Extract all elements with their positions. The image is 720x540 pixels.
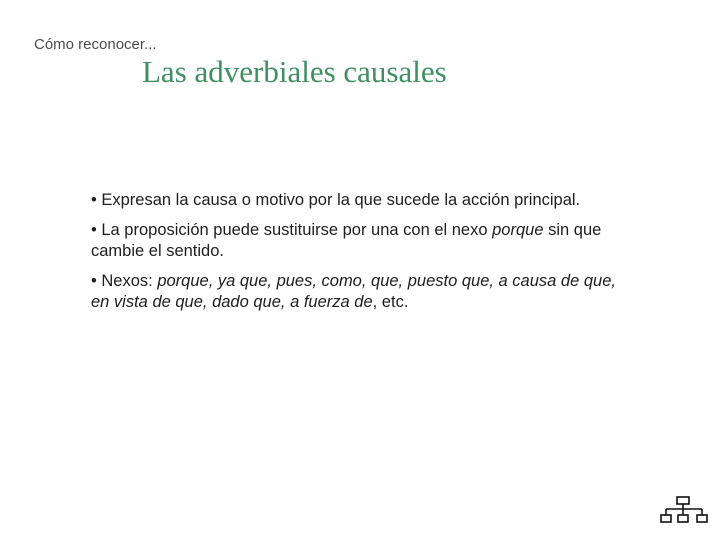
bullet-item xyxy=(91,190,616,211)
bullet-text: • Nexos: xyxy=(91,272,158,290)
bullet-text: • La proposición puede sustituirse por una con el nexo xyxy=(91,221,493,239)
bullet-list xyxy=(91,190,616,322)
bullet-text: • Expresan la causa o motivo por la que sucede la acción principal. xyxy=(91,191,581,209)
slide-kicker: Cómo reconocer... xyxy=(34,36,157,53)
slide-title: Las adverbiales causales xyxy=(142,54,447,89)
bullet-item xyxy=(91,220,616,262)
sitemap-icon[interactable] xyxy=(660,496,710,524)
bullet-text-italic: porque, ya que, pues, como, que, puesto que, a causa de que, en vista de que, dado que, a fuerza de xyxy=(91,272,616,311)
bullet-item xyxy=(91,271,616,313)
bullet-text: sin que cambie el sentido. xyxy=(91,221,602,260)
bullet-text: , etc. xyxy=(372,293,409,311)
bullet-text-italic: porque xyxy=(492,221,544,239)
